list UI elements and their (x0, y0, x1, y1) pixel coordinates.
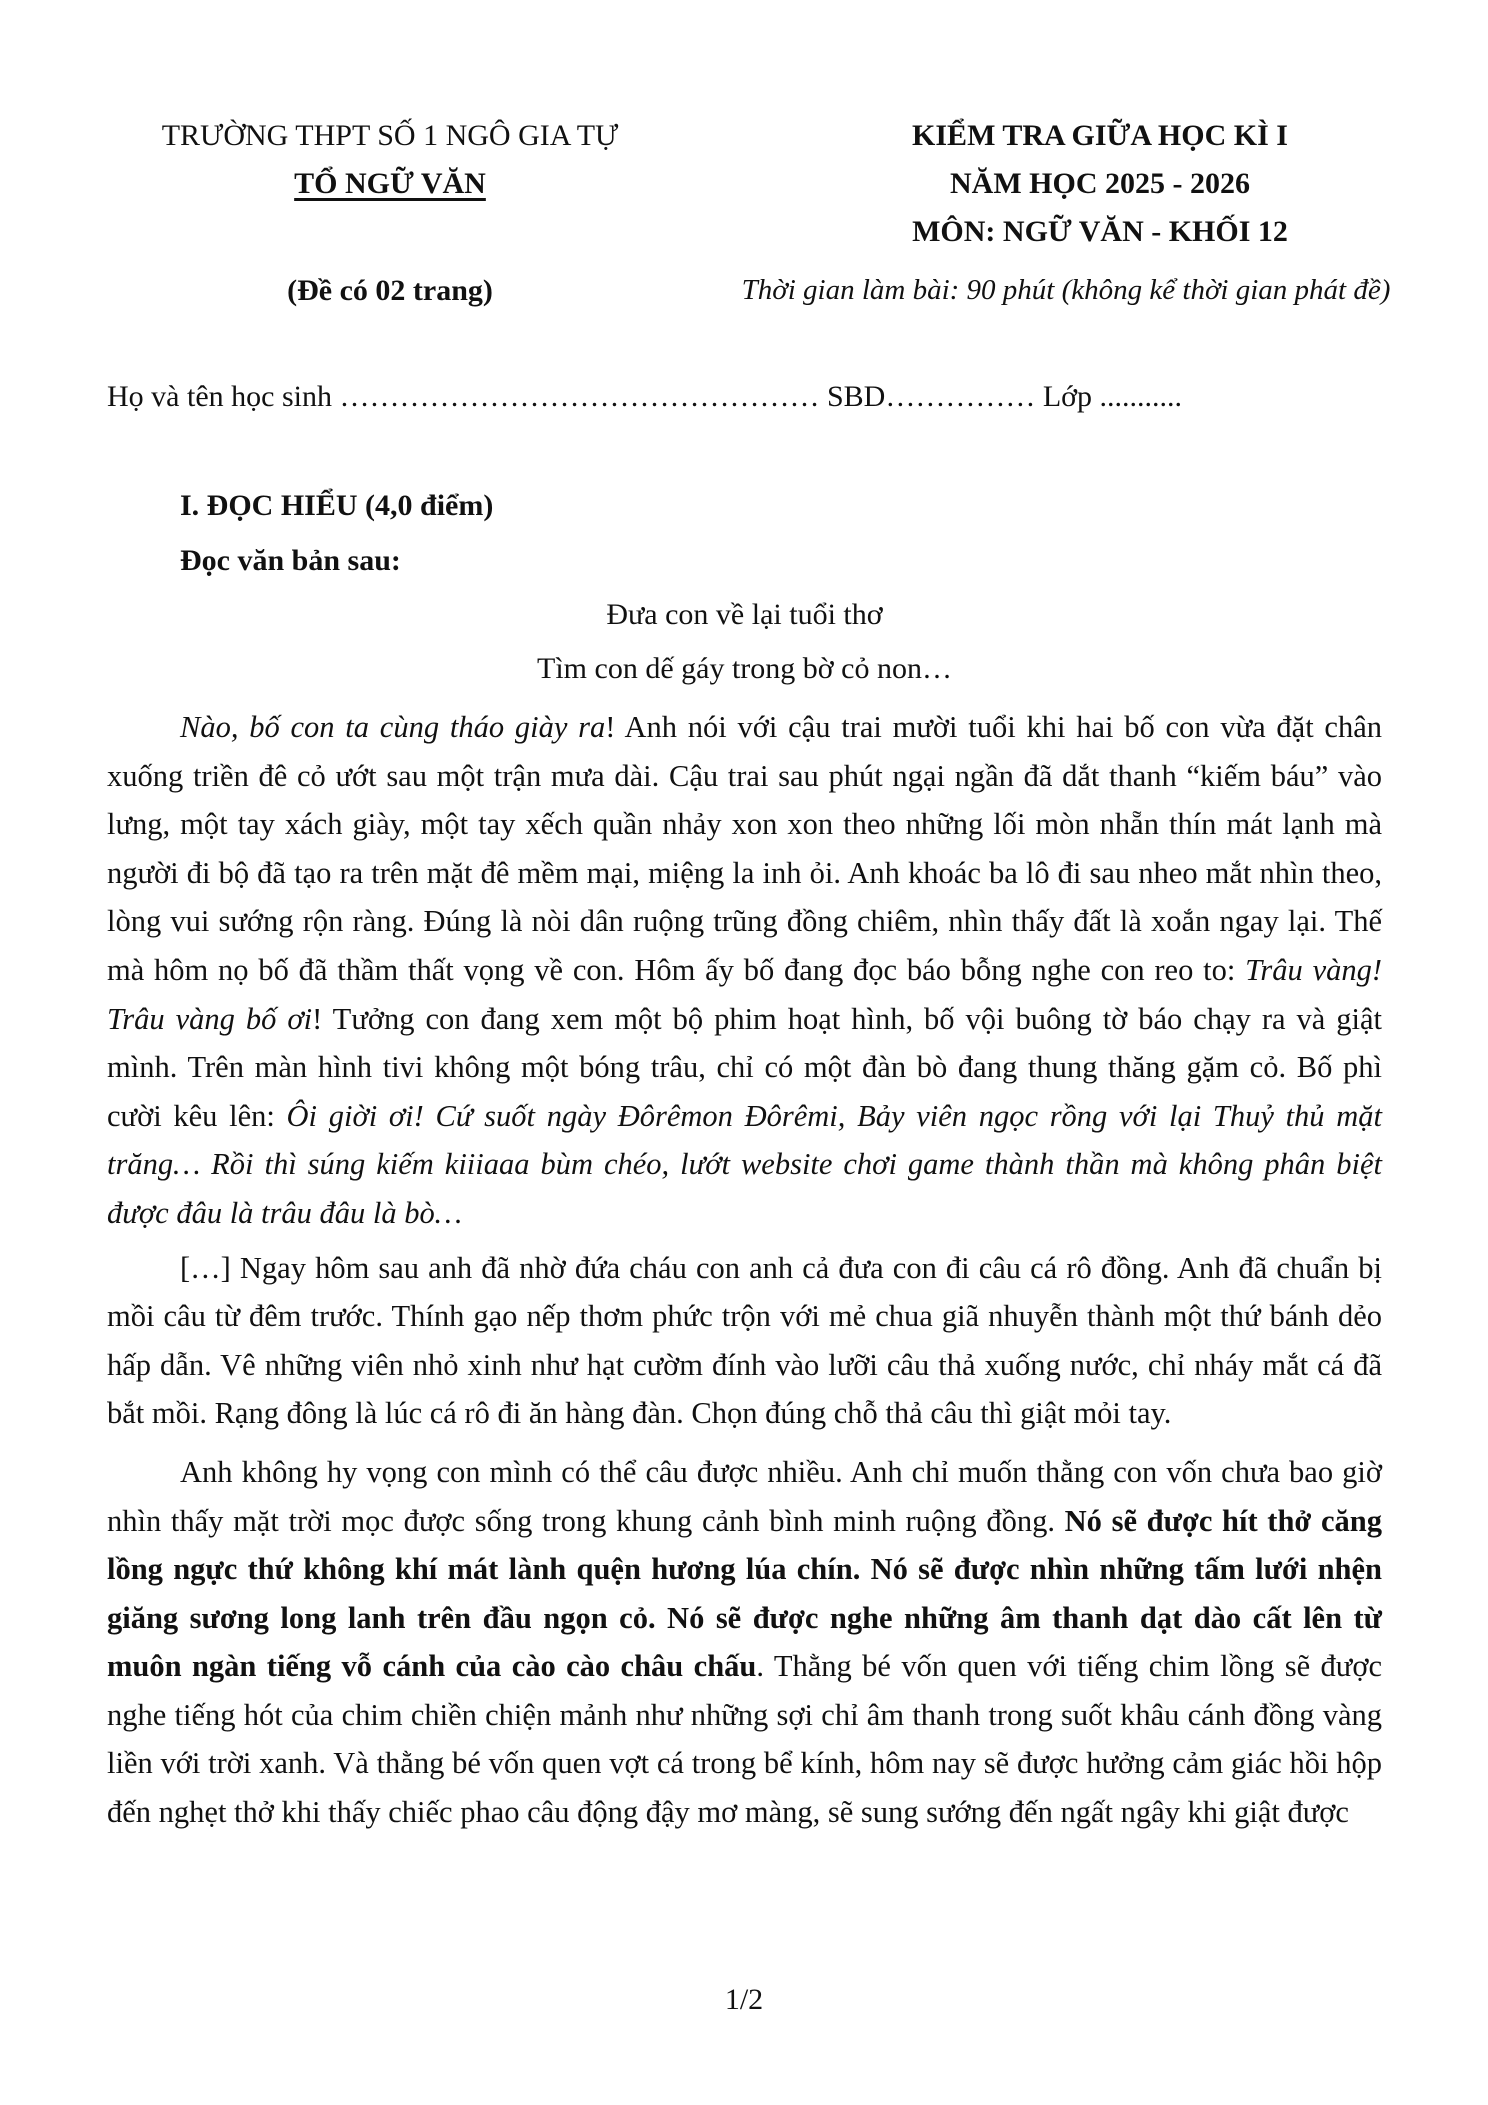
passage-p3-bold: Nó sẽ được hít thở căng lồng ngực thứ không khí mát lành quện hương lúa chín. Nó sẽ được nhìn những tấm lưới nhện giăng sương long lanh trên đầu ngọn cỏ. Nó sẽ được nghe những âm thanh dạt dào cất lên từ muôn ngàn tiếng vỗ cánh của cào cào châu chấu (107, 1503, 1382, 1684)
passage-p1-quote: Nào, bố con ta cùng tháo giày ra (180, 710, 606, 744)
reading-prompt: Đọc văn bản sau: (180, 544, 401, 577)
passage-paragraph-2: […] Ngay hôm sau anh đã nhờ đứa cháu con anh cả đưa con đi câu cá rô đồng. Anh đã chuẩn bị mồi câu từ đêm trước. Thính gạo nếp thơm phức trộn với mẻ chua giã nhuyễn thành một thứ bánh dẻo hấp dẫn. Vê những viên nhỏ xinh như hạt cườm đính vào lưỡi câu thả xuống nước, chỉ nháy mắt cá đã bắt mồi. Rạng đông là lúc cá rô đi ăn hàng đàn. Chọn đúng chỗ thả câu thì giật mỏi tay. (107, 1250, 1382, 1431)
department-name: TỔ NGỮ VĂN (294, 167, 486, 200)
passage-p1-quote-2: Ôi giời ơi! Cứ suốt ngày Đôrêmon Đôrêmi, Bảy viên ngọc rồng với lại Thuỷ thủ mặt trăng… Rồi thì súng kiếm kiiiaaa bùm chéo, lướt website chơi game thành thần mà không phân biệt được đâu là trâu đâu là bò… (107, 1098, 1382, 1230)
passage-paragraph-3 (107, 1448, 1382, 1837)
subject-line: MÔN: NGỮ VĂN - KHỐI 12 (912, 215, 1288, 248)
section-title: I. ĐỌC HIỂU (4,0 điểm) (180, 489, 494, 522)
school-header (90, 112, 690, 208)
passage-paragraph-1 (107, 703, 1382, 1238)
exam-title: KIỂM TRA GIỮA HỌC KÌ I (912, 119, 1288, 152)
passage-p3-text: Anh không hy vọng con mình có thể câu được nhiều. Anh chỉ muốn thằng con vốn chưa bao giờ nhìn thấy mặt trời mọc được sống trong khung cảnh bình minh ruộng đồng. (107, 1454, 1382, 1538)
pages-note: (Đề có 02 trang) (287, 274, 493, 307)
exam-header (760, 112, 1440, 256)
page-number: 1/2 (724, 1983, 764, 2016)
student-info-line: Họ và tên học sinh ………………………………………… SBD…………… Lớp ........... (107, 380, 1183, 413)
school-year: NĂM HỌC 2025 - 2026 (950, 167, 1250, 200)
time-note: Thời gian làm bài: 90 phút (không kể thời gian phát đề) (741, 274, 1391, 306)
epigraph-line-2: Tìm con dế gáy trong bờ cỏ non… (537, 652, 952, 685)
passage-p1-text-2: ! Tưởng con đang xem một bộ phim hoạt hình, bố vội buông tờ báo chạy ra và giật mình. Trên màn hình tivi không một bóng trâu, chỉ có một đàn bò đang thung thăng gặm cỏ. Bố phì cười kêu lên: (107, 1001, 1382, 1133)
school-name: TRƯỜNG THPT SỐ 1 NGÔ GIA TỰ (161, 119, 619, 152)
reading-passage (107, 703, 1382, 1837)
passage-p1-exclamation: Trâu vàng! Trâu vàng bố ơi (107, 952, 1383, 1036)
passage-p3-text-2: . Thằng bé vốn quen với tiếng chim lồng sẽ được nghe tiếng hót của chim chiền chiện mảnh như những sợi chỉ âm thanh trong suốt khâu cánh đồng vàng liền với trời xanh. Và thằng bé vốn quen vợt cá trong bể kính, hôm nay sẽ được hưởng cảm giác hồi hộp đến nghẹt thở khi thấy chiếc phao câu động đậy mơ màng, sẽ sung sướng đến ngất ngây khi giật được (107, 1649, 1382, 1830)
passage-p1-text: ! Anh nói với cậu trai mười tuổi khi hai bố con vừa đặt chân xuống triền đê cỏ ướt sau một trận mưa dài. Cậu trai sau phút ngại ngần đã dắt thanh “kiếm báu” vào lưng, một tay xách giày, một tay xếch quần nhảy xon xon theo những lối mòn nhẵn thín mát lạnh mà người đi bộ đã tạo ra trên mặt đê mềm mại, miệng la inh ỏi. Anh khoác ba lô đi sau nheo mắt nhìn theo, lòng vui sướng rộn ràng. Đúng là nòi dân ruộng trũng đồng chiêm, nhìn thấy đất là xoắn ngay lại. Thế mà hôm nọ bố đã thầm thất vọng về con. Hôm ấy bố đang đọc báo bỗng nghe con reo to: (107, 710, 1383, 987)
epigraph-line-1: Đưa con về lại tuổi thơ (606, 598, 883, 631)
